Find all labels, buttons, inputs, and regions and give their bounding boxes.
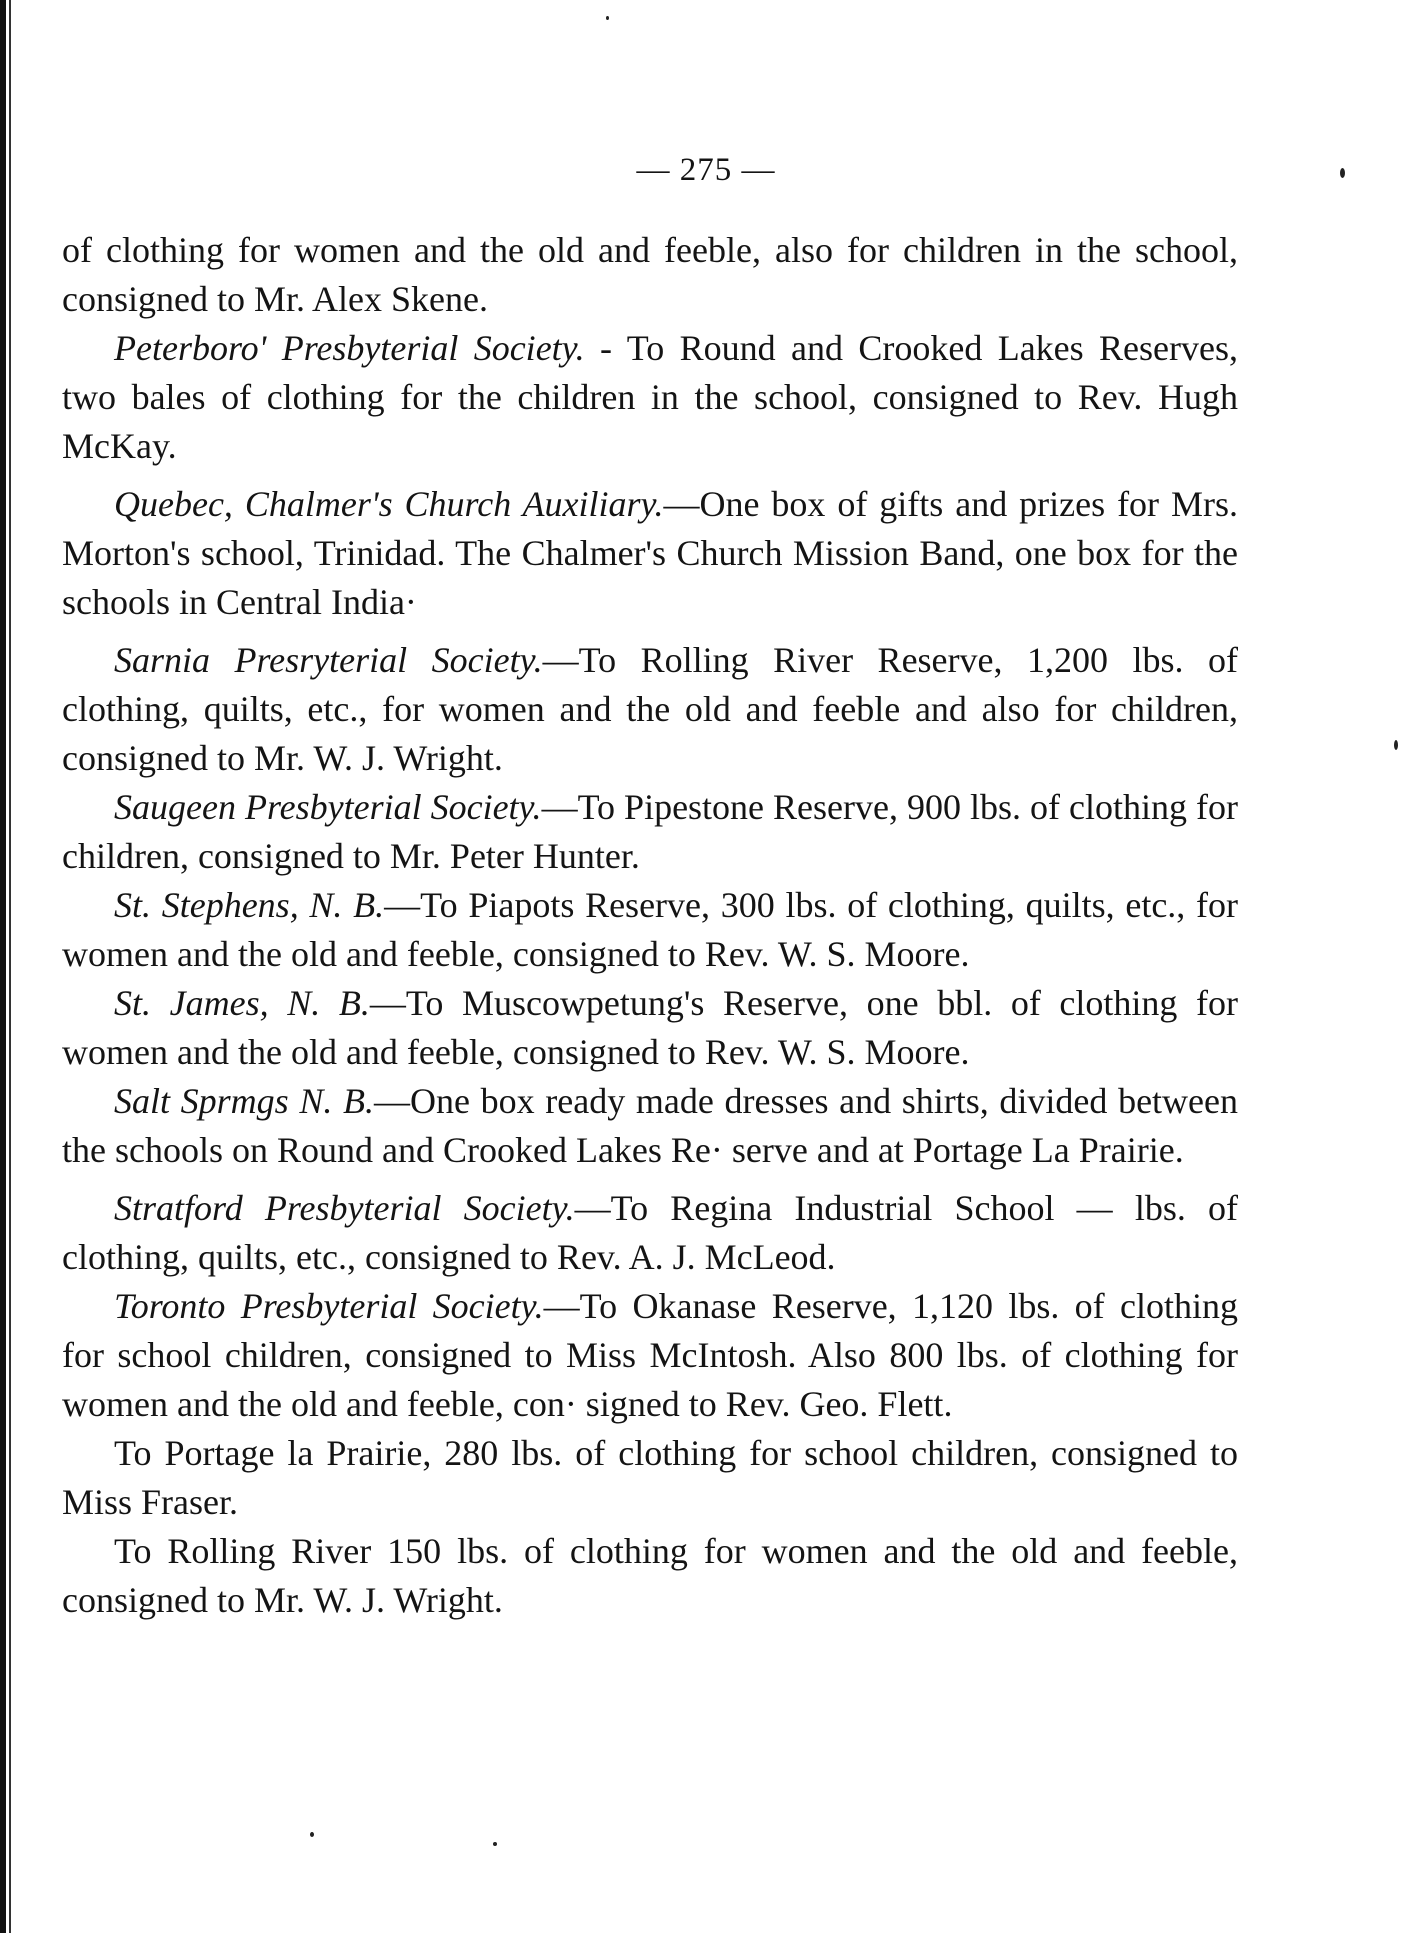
paragraph-lead: Saugeen Presbyterial Society. (114, 787, 542, 827)
paragraph-st-james (62, 979, 1238, 1077)
paragraph-continuation (62, 226, 1238, 324)
paragraph-stratford (62, 1184, 1238, 1282)
paragraph-body: —To Pipestone Reserve, 900 lbs. of clothing for children, consigned to Mr. Peter Hunter. (62, 787, 1238, 876)
paragraph-lead: St. James, N. B. (114, 983, 370, 1023)
paragraph-body: - To Round and Crooked Lakes Reserves, two bales of clothing for the children in the school, consigned to Rev. Hugh McKay. (62, 328, 1238, 466)
paragraph-sarnia (62, 636, 1238, 783)
scan-speck (1394, 740, 1398, 750)
page-edge-shadow (0, 0, 6, 1933)
scan-speck (606, 16, 609, 20)
paragraph-st-stephens (62, 881, 1238, 979)
paragraph-body: —To Rolling River Reserve, 1,200 lbs. of clothing, quilts, etc., for women and the old and feeble and also for children, consigned to Mr. W. J. Wright. (62, 640, 1238, 778)
paragraph-salt-springs (62, 1077, 1238, 1175)
paragraph-lead: Stratford Presbyterial Society. (114, 1188, 575, 1228)
page-edge-line (9, 0, 11, 1933)
paragraph-lead: Quebec, Chalmer's Church Auxiliary. (114, 484, 664, 524)
paragraph-body: —To Regina Industrial School — lbs. of clothing, quilts, etc., consigned to Rev. A. J. McLeod. (62, 1188, 1238, 1277)
page-number: — 275 — (636, 152, 776, 188)
paragraph-lead: Salt Sprmgs N. B. (114, 1081, 374, 1121)
paragraph-lead: St. Stephens, N. B. (114, 885, 385, 925)
paragraph-lead: Peterboro' Presbyterial Society. (114, 328, 585, 368)
scan-speck (310, 1832, 314, 1837)
scan-speck (493, 1842, 497, 1846)
paragraph-body: To Rolling River 150 lbs. of clothing for women and the old and feeble, consigned to Mr. W. J. Wright. (62, 1531, 1238, 1620)
paragraph-toronto (62, 1282, 1238, 1429)
paragraph-portage (62, 1429, 1238, 1527)
scan-speck (1340, 168, 1345, 178)
paragraph-body: To Portage la Prairie, 280 lbs. of clothing for school children, consigned to Miss Fraser. (62, 1433, 1238, 1522)
paragraph-body: of clothing for women and the old and feeble, also for children in the school, consigned to Mr. Alex Skene. (62, 230, 1238, 319)
paragraph-body: —One box of gifts and prizes for Mrs. Morton's school, Trinidad. The Chalmer's Church Mission Band, one box for the schools in Central India· (62, 484, 1238, 622)
paragraph-body: —To Muscowpetung's Reserve, one bbl. of clothing for women and the old and feeble, consigned to Rev. W. S. Moore. (62, 983, 1239, 1072)
paragraph-body: —To Okanase Reserve, 1,120 lbs. of clothing for school children, consigned to Miss McIntosh. Also 800 lbs. of clothing for women and the old and feeble, con· signed to Rev. Geo. Flett. (62, 1286, 1238, 1424)
paragraph-peterboro (62, 324, 1238, 471)
paragraph-body: —To Piapots Reserve, 300 lbs. of clothing, quilts, etc., for women and the old and feeble, consigned to Rev. W. S. Moore. (62, 885, 1238, 974)
paragraph-body: —One box ready made dresses and shirts, divided between the schools on Round and Crooked Lakes Re· serve and at Portage La Prairie. (62, 1081, 1239, 1170)
paragraph-lead: Toronto Presbyterial Society. (114, 1286, 544, 1326)
paragraph-rolling-river (62, 1527, 1238, 1625)
body-text (62, 226, 1238, 1625)
paragraph-lead: Sarnia Presryterial Society. (114, 640, 543, 680)
paragraph-quebec (62, 480, 1238, 627)
paragraph-saugeen (62, 783, 1238, 881)
